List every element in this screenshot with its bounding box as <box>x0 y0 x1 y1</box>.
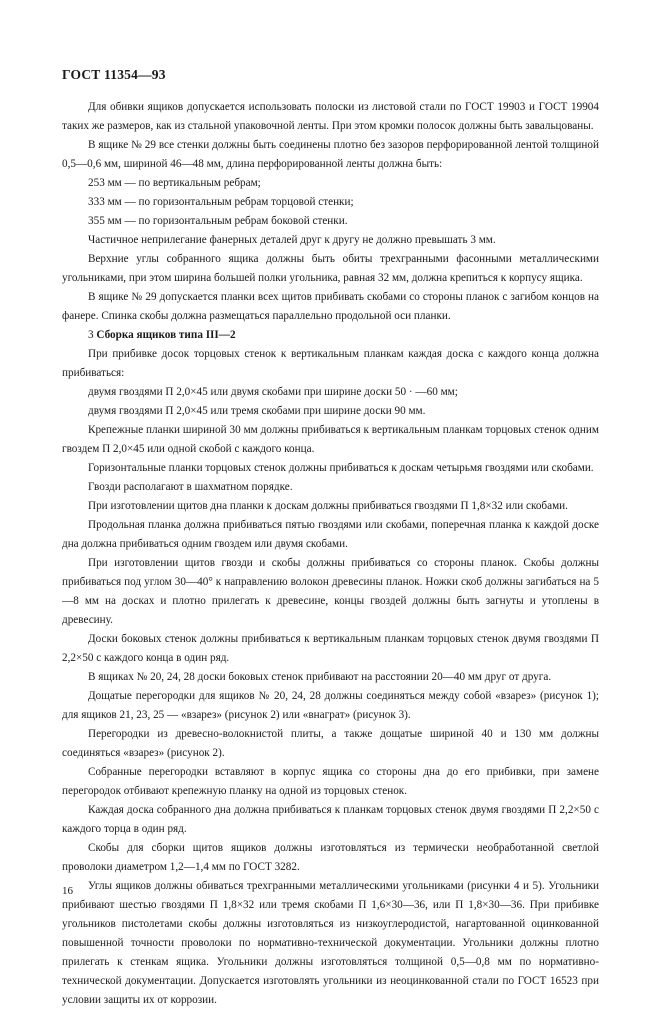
list-item: 355 мм — по горизонтальным ребрам боковой стенки. <box>88 215 348 227</box>
paragraph: Продольная планка должна прибиваться пятью гвоздями или скобами, поперечная планка к каждой доске дна должна прибиваться одним гвоздем или двумя скобами. <box>62 519 599 550</box>
paragraph: Скобы для сборки щитов ящиков должны изготовляться из термически необработанной светлой проволоки диаметром 1,2—1,4 мм по ГОСТ 3282. <box>62 842 599 873</box>
paragraph: В ящике № 29 все стенки должны быть соединены плотно без зазоров перфорированной лентой толщиной 0,5—0,6 мм, шириной 46—48 мм, длина перфорированной ленты должна быть: <box>62 139 599 170</box>
paragraph: Крепежные планки шириной 30 мм должны прибиваться к вертикальным планкам торцовых стенок одним гвоздем П 2,0×45 или одной скобой с каждого конца. <box>62 424 599 455</box>
paragraph: Верхние углы собранного ящика должны быть обиты трехгранными фасонными металлическими угольниками, при этом ширина большей полки угольника, равная 32 мм, должна крепиться к корпусу ящика. <box>62 253 599 284</box>
paragraph: При изготовлении щитов гвозди и скобы должны прибиваться со стороны планок. Скобы должны прибиваться под углом 30—40° к направлению волокон древесины планок. Ножки скоб должны загибаться на 5—8 мм на досках и плотно прилегать к древесине, концы гвоздей должны быть загнуты и утоплены в древесину. <box>62 557 599 626</box>
paragraph: Углы ящиков должны обиваться трехгранными металлическими угольниками (рисунки 4 и 5). Угольники прибивают шестью гвоздями П 1,8×32 или тремя скобами П 1,6×30—36, или П 1,8×30—36. При прибивке угольников пистолетами скобы должны изготовляться из низкоуглеродистой, нагартованной оцинкованной повышенной точности проволоки по нормативно-технической документации. Угольники должны плотно прилегать к стенкам ящика. Угольники должны изготовляться толщиной 0,5—0,8 мм по нормативно-технической документации. Допускается изготовлять угольники из неоцинкованной стали по ГОСТ 16523 при условии защиты их от коррозии. <box>62 880 599 1006</box>
paragraph: Перегородки из древесно-волокнистой плиты, а также дощатые шириной 40 и 130 мм должны соединяться «взарез» (рисунок 2). <box>62 728 599 759</box>
paragraph: При изготовлении щитов дна планки к доскам должны прибиваться гвоздями П 1,8×32 или скобами. <box>88 500 568 512</box>
paragraph: Частичное неприлегание фанерных деталей друг к другу не должно превышать 3 мм. <box>88 234 496 246</box>
paragraph: Для обивки ящиков допускается использовать полоски из листовой стали по ГОСТ 19903 и ГОСТ 19904 таких же размеров, как из стальной упаковочной ленты. При этом кромки полосок должны быть завальцованы. <box>62 101 599 132</box>
section-number: 3 <box>88 329 94 341</box>
paragraph: В ящиках № 20, 24, 28 доски боковых стенок прибивают на расстоянии 20—40 мм друг от друга. <box>88 671 552 683</box>
document-body <box>62 98 599 1010</box>
list-item: 333 мм — по горизонтальным ребрам торцовой стенки; <box>88 196 354 208</box>
paragraph: Доски боковых стенок должны прибиваться к вертикальным планкам торцовых стенок двумя гвоздями П 2,2×50 с каждого конца в один ряд. <box>62 633 599 664</box>
section-title: Сборка ящиков типа III—2 <box>96 329 236 341</box>
paragraph: Гвозди располагают в шахматном порядке. <box>88 481 293 493</box>
section-heading <box>62 326 599 345</box>
list-item: двумя гвоздями П 2,0×45 или двумя скобами при ширине доски 50 · —60 мм; <box>88 386 458 398</box>
list-item: двумя гвоздями П 2,0×45 или тремя скобами при ширине доски 90 мм. <box>88 405 426 417</box>
paragraph: Каждая доска собранного дна должна прибиваться к планкам торцовых стенок двумя гвоздями П 2,2×50 с каждого торца в один ряд. <box>62 804 599 835</box>
paragraph: Собранные перегородки вставляют в корпус ящика со стороны дна до его прибивки, при замене перегородок отбивают крепежную планку на одной из торцовых стенок. <box>62 766 599 797</box>
list-item: 253 мм — по вертикальным ребрам; <box>88 177 261 189</box>
paragraph: В ящике № 29 допускается планки всех щитов прибивать скобами со стороны планок с загибом концов на фанере. Спинка скобы должна размещаться параллельно продольной оси планки. <box>62 291 599 322</box>
paragraph: При прибивке досок торцовых стенок к вертикальным планкам каждая доска с каждого конца должна прибиваться: <box>62 348 599 379</box>
paragraph: Горизонтальные планки торцовых стенок должны прибиваться к доскам четырьмя гвоздями или скобами. <box>88 462 594 474</box>
page-number: 16 <box>62 885 73 897</box>
paragraph: Дощатые перегородки для ящиков № 20, 24, 28 должны соединяться между собой «взарез» (рисунок 1); для ящиков 21, 23, 25 — «взарез» (рисунок 2) или «внагрaт» (рисунок 3). <box>62 690 599 721</box>
doc-header: ГОСТ 11354—93 <box>62 67 166 82</box>
